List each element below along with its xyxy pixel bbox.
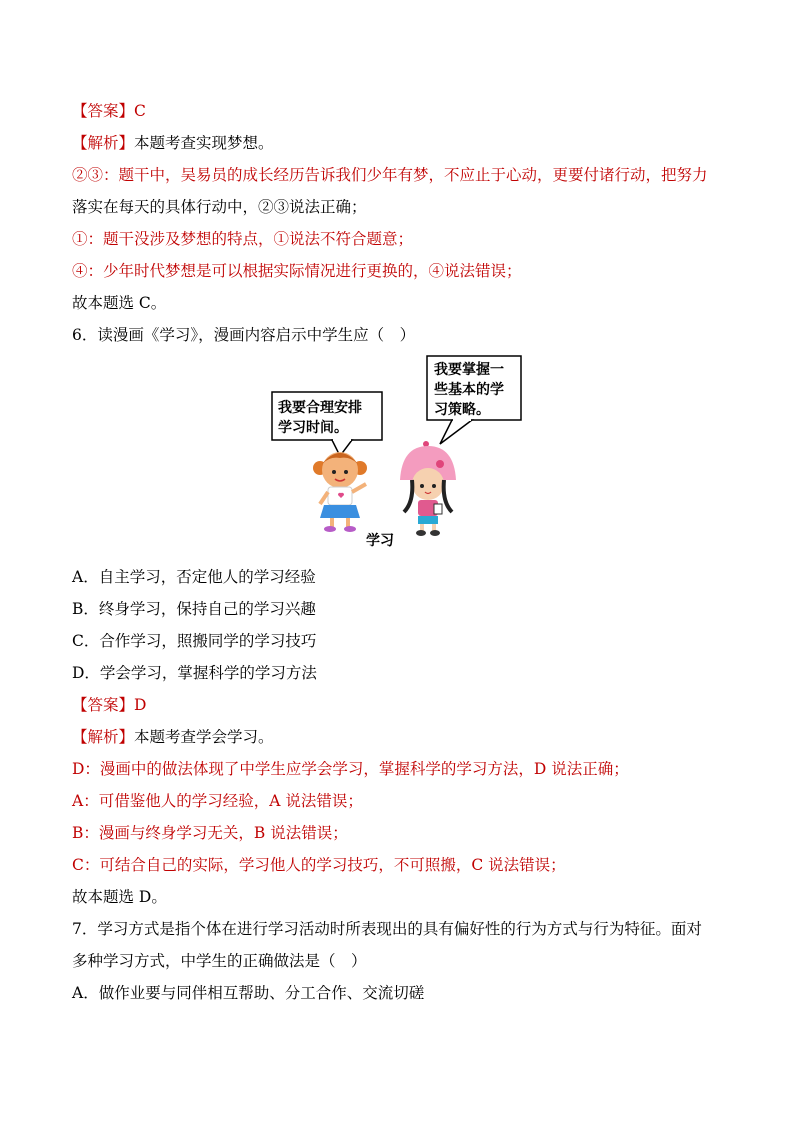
- q5-answer-line: [72, 100, 146, 122]
- q7-stem-1: 7．学习方式是指个体在进行学习活动时所表现出的具有偏好性的行为方式与行为特征。面对: [72, 920, 702, 938]
- bubble-left-text-1: 我要合理安排: [278, 400, 362, 416]
- q5-conclusion: 故本题选 C。: [72, 294, 167, 312]
- q6-option-c: C．合作学习，照搬同学的学习技巧: [72, 632, 317, 650]
- analysis-text: 本题考查学会学习。: [134, 728, 274, 746]
- right-speech-bubble: [427, 356, 521, 444]
- answer-value: D: [134, 696, 147, 714]
- bubble-right-text-2: 些基本的学: [434, 382, 504, 398]
- q7-option-a: A．做作业要与同伴相互帮助、分工合作、交流切磋: [72, 984, 425, 1002]
- analysis-tag: 【解析】: [72, 134, 135, 152]
- cartoon-illustration: [262, 352, 532, 552]
- q5-analysis-line: [72, 132, 274, 154]
- q5-explanation-4: ④：少年时代梦想是可以根据实际情况进行更换的，④说法错误；: [72, 262, 522, 280]
- answer-value: C: [134, 102, 146, 120]
- q6-explanation-c: C：可结合自己的实际，学习他人的学习技巧，不可照搬，C 说法错误；: [72, 856, 566, 874]
- analysis-tag: 【解析】: [72, 728, 135, 746]
- girl-right-figure: [400, 441, 456, 536]
- q5-explanation-2: 落实在每天的具体行动中，②③说法正确；: [72, 198, 367, 216]
- cartoon-caption: 学习: [366, 533, 394, 549]
- q6-explanation-d: D：漫画中的做法体现了中学生应学会学习，掌握科学的学习方法，D 说法正确；: [72, 760, 629, 778]
- q6-explanation-b: B：漫画与终身学习无关，B 说法错误；: [72, 824, 348, 842]
- study-cartoon: [262, 352, 532, 552]
- q6-option-b: B．终身学习，保持自己的学习兴趣: [72, 600, 316, 618]
- q6-conclusion: 故本题选 D。: [72, 888, 167, 906]
- q6-option-d: D．学会学习，掌握科学的学习方法: [72, 664, 317, 682]
- q6-answer-line: [72, 694, 146, 716]
- left-speech-bubble: [272, 392, 382, 456]
- q5-explanation-3: ①：题干没涉及梦想的特点，①说法不符合题意；: [72, 230, 414, 248]
- q5-explanation-1: ②③：题干中，吴易员的成长经历告诉我们少年有梦，不应止于心动，更要付诸行动，把努力: [72, 166, 708, 184]
- answer-tag: 【答案】: [72, 102, 135, 120]
- answer-tag: 【答案】: [72, 696, 135, 714]
- bubble-left-text-2: 学习时间。: [278, 420, 348, 436]
- q7-stem-2: 多种学习方式，中学生的正确做法是（ ）: [72, 952, 367, 970]
- q6-explanation-a: A：可借鉴他人的学习经验，A 说法错误；: [72, 792, 363, 810]
- bubble-right-text-1: 我要掌握一: [434, 362, 504, 378]
- girl-left-figure: [313, 452, 367, 532]
- bubble-right-text-3: 习策略。: [434, 402, 490, 418]
- analysis-text: 本题考查实现梦想。: [134, 134, 274, 152]
- q6-analysis-line: [72, 726, 274, 748]
- q6-stem: 6．读漫画《学习》，漫画内容启示中学生应（ ）: [72, 326, 416, 344]
- q6-option-a: A．自主学习，否定他人的学习经验: [72, 568, 316, 586]
